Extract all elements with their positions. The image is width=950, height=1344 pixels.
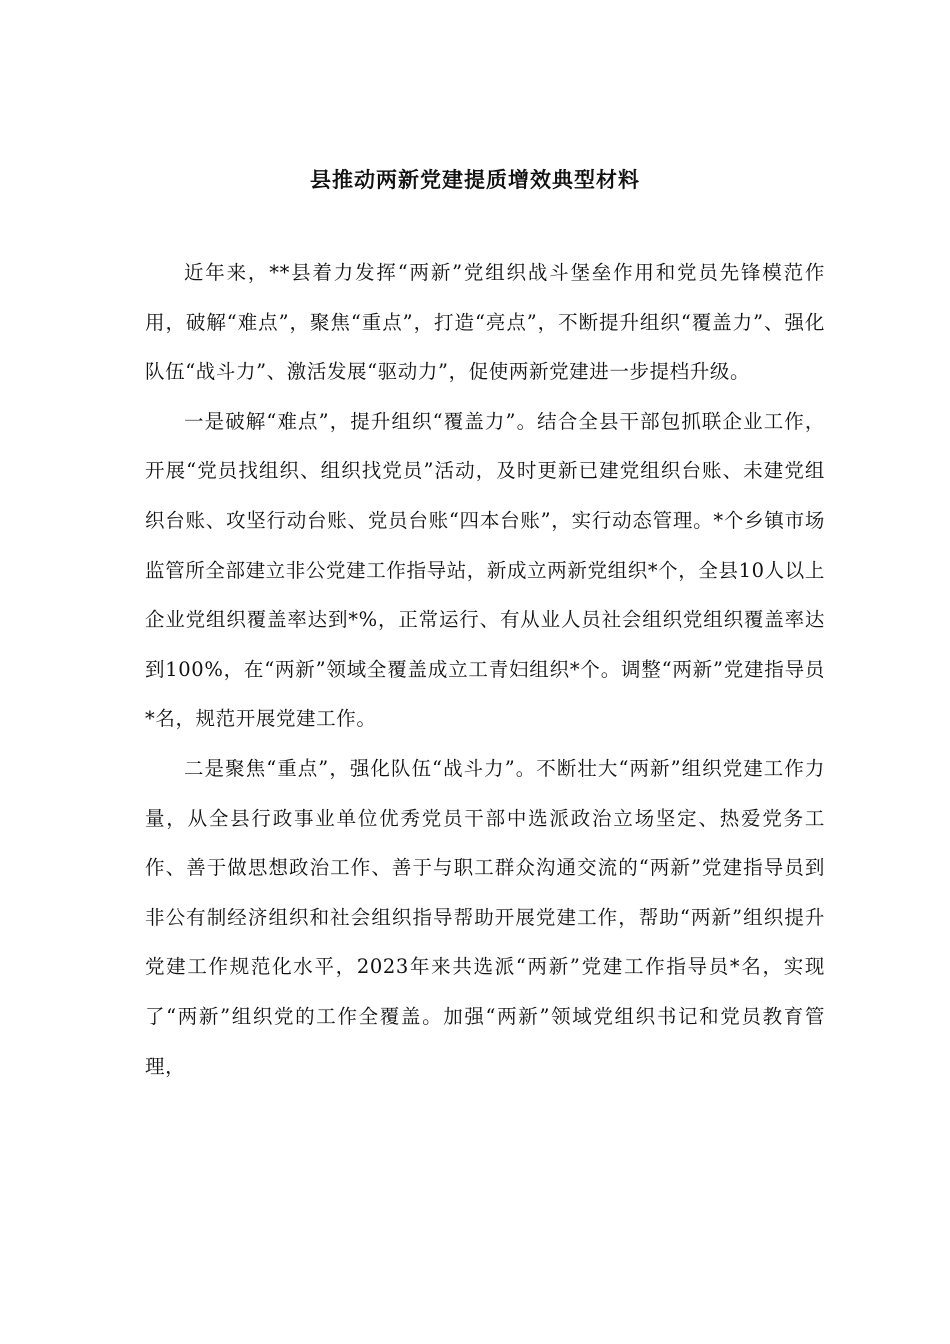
document-title: 县推动两新党建提质增效典型材料 (310, 167, 640, 192)
paragraph-point-one: 一是破解“难点”，提升组织“覆盖力”。结合全县干部包抓联企业工作，开展“党员找组织、组织找党员”活动，及时更新已建党组织台账、未建党组织台账、攻坚行动台账、党员台账“四本台账”，实行动态管理。*个乡镇市场监管所全部建立非公党建工作指导站，新成立两新党组织*个，全县10人以上企业党组织覆盖率达到*%，正常运行、有从业人员社会组织党组织覆盖率达到100%，在“两新”领域全覆盖成立工青妇组织*个。调整“两新”党建指导员*名，规范开展党建工作。 (145, 409, 825, 731)
paragraph-intro: 近年来，**县着力发挥“两新”党组织战斗堡垒作用和党员先锋模范作用，破解“难点”，聚焦“重点”，打造“亮点”，不断提升组织“覆盖力”、强化队伍“战斗力”、激活发展“驱动力”，促使两新党建进一步提档升级。 (145, 261, 825, 384)
document-body (145, 248, 825, 1091)
paragraph-point-two: 二是聚焦“重点”，强化队伍“战斗力”。不断壮大“两新”组织党建工作力量，从全县行政事业单位优秀党员干部中选派政治立场坚定、热爱党务工作、善于做思想政治工作、善于与职工群众沟通交流的“两新”党建指导员到非公有制经济组织和社会组织指导帮助开展党建工作，帮助“两新”组织提升党建工作规范化水平，2023年来共选派“两新”党建工作指导员*名，实现了“两新”组织党的工作全覆盖。加强“两新”领域党组织书记和党员教育管理， (145, 756, 825, 1078)
